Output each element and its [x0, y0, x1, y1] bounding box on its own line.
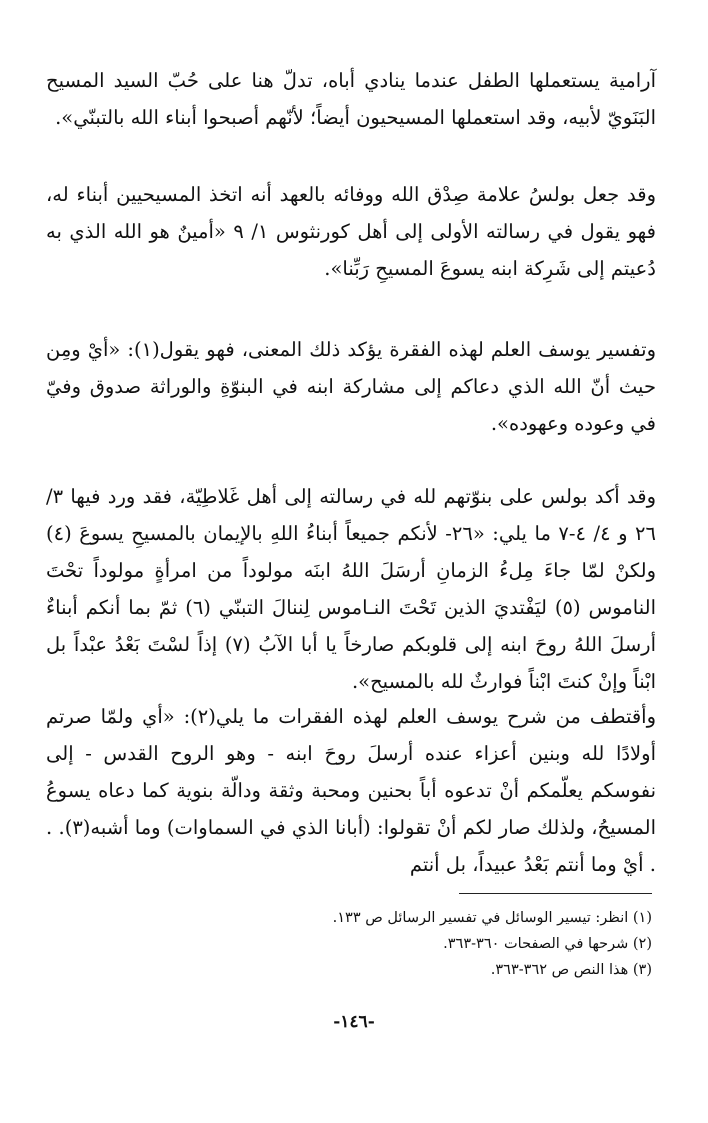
page-number: -١٤٦-	[333, 1012, 375, 1032]
body-paragraph: وقد جعل بولسُ علامة صِدْق الله ووفائه بالعهد أنه اتخذ المسيحيين أبناء له، فهو يقول في رسالته الأولى إلى أهل كورنثوس ١/ ٩ «أمينٌ هو الله الذي به دُعيتم إلى شَرِكة ابنه يسوعَ المسيحِ رَبِّنا».	[46, 183, 656, 280]
body-paragraph: وأقتطف من شرح يوسف العلم لهذه الفقرات ما يلي(٢): «أي ولمّا صرتم أولادًا لله وبنين أعزاء عنده أرسلَ روحَ ابنه - وهو الروح القدس - إلى نفوسكم يعلّمكم أنْ تدعوه أباً بحنين ومحبة وثقة ودالّة بنوية كما دعاه يسوعُ المسيحُ، ولذلك صار لكم أنْ تقولوا: (أبانا الذي في السماوات) وما أشبه(٣). . . أيْ وما أنتم بَعْدُ عبيداً، بل أنتم	[46, 705, 656, 876]
footnote-item: (٣) هذا النص ص ٣٦٢-٣٦٣.	[490, 962, 652, 978]
body-paragraph: وقد أكد بولس على بنوّتهم لله في رسالته إلى أهل غَلاطِيّة، فقد ورد فيها ٣/ ٢٦ و ٤/ ٤-٧ ما يلي: «٢٦- لأنكم جميعاً أبناءُ اللهِ بالإيمان بالمسيحِ يسوعَ (٤) ولكنْ لمّا جاءَ مِلءُ الزمانِ أرسَلَ اللهُ ابنَه مولوداً من امرأةٍ مولوداً تحْتَ الناموس (٥) ليَفْتديَ الذين تَحْتَ النـاموس لِننالَ التبنّي (٦) ثمّ بما أنكم أبناءٌ أرسلَ اللهُ روحَ ابنه إلى قلوبكم صارخاً يا أبا الآبُ (٧) إذاً لسْتَ بَعْدُ عبْداً بل ابْناً وإنْ كنتَ ابْناً فوارثٌ لله بالمسيح».	[46, 485, 656, 693]
footnote-item: (١) انظر: تيسير الوسائل في تفسير الرسائل ص ١٣٣.	[332, 910, 652, 926]
body-paragraph: وتفسير يوسف العلم لهذه الفقرة يؤكد ذلك المعنى، فهو يقول(١): «أيْ ومِن حيث أنّ الله الذي دعاكم إلى مشاركة ابنه في البنوّةِ والوراثة صدوق وفيّ في وعوده وعهوده».	[46, 338, 656, 435]
footnote-separator	[459, 893, 652, 894]
body-paragraph: آرامية يستعملها الطفل عندما ينادي أباه، تدلّ هنا على حُبّ السيد المسيح البَنَويّ لأبيه، وقد استعملها المسيحيون أيضاً؛ لأنّهم أصبحوا أبناء الله بالتبنّي».	[46, 69, 656, 129]
footnotes	[132, 905, 652, 983]
footnote-item: (٢) شرحها في الصفحات ٣٦٠-٣٦٣.	[443, 936, 652, 952]
